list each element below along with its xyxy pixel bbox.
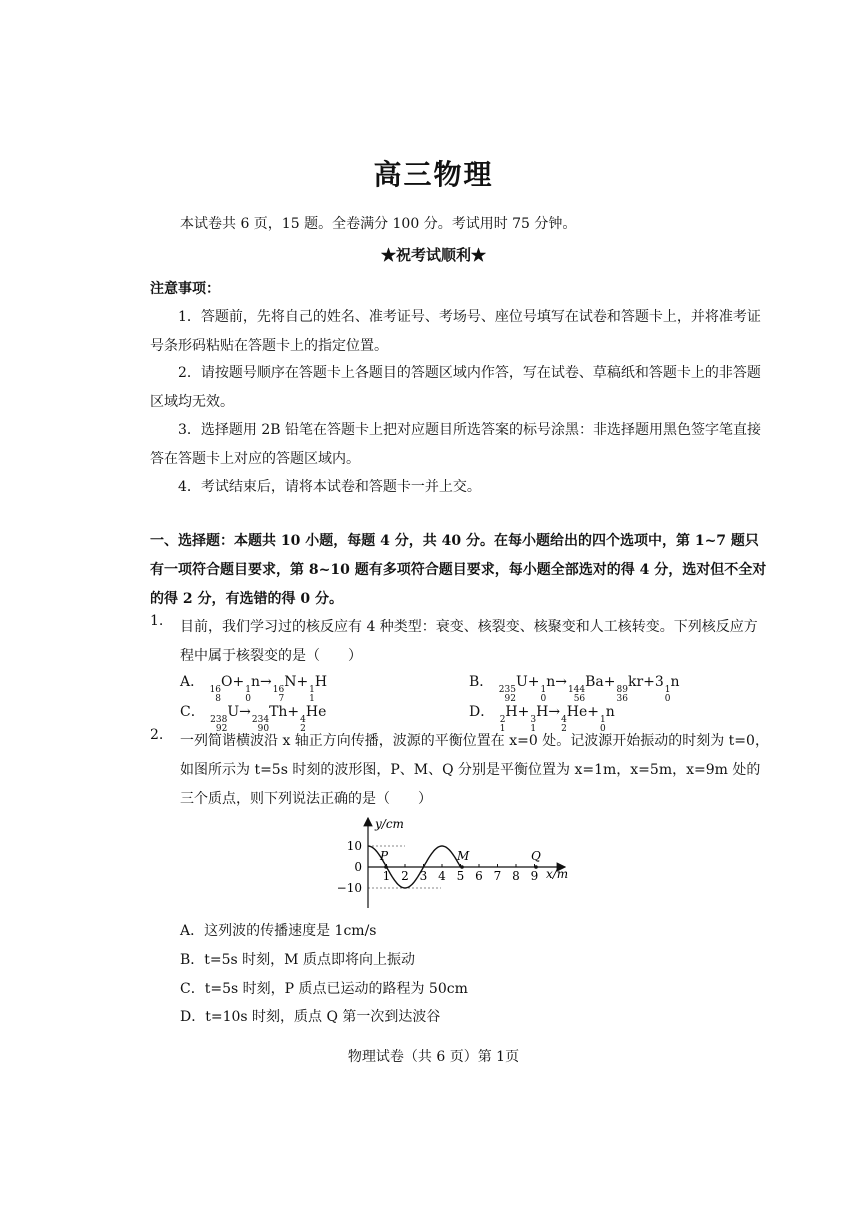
option-a bbox=[180, 671, 327, 704]
option-label: B． bbox=[469, 674, 494, 690]
option-a: A．这列波的传播速度是 1cm/s bbox=[180, 923, 377, 939]
x-tick-label: 5 bbox=[456, 869, 465, 883]
y-tick-label: 10 bbox=[346, 839, 362, 853]
y-axis-label: y/cm bbox=[375, 817, 404, 831]
page-title: 高三物理 bbox=[373, 158, 494, 191]
option-c: C．t=5s 时刻，P 质点已运动的路程为 50cm bbox=[180, 981, 468, 997]
equation-d: 2 1 H+ 3 1 H→ 4 2 He+ 1 0 n bbox=[499, 704, 615, 734]
x-tick-label: 8 bbox=[512, 869, 520, 883]
option-b: B．t=5s 时刻，M 质点即将向上振动 bbox=[180, 952, 415, 968]
equation-b: 235 92 U+ 1 0 n→ 144 56 Ba+ 89 36 kr+3 1 0 n bbox=[498, 674, 680, 704]
option-label: A． bbox=[180, 674, 205, 690]
option-d: D．t=10s 时刻，质点 Q 第一次到达波谷 bbox=[180, 1009, 441, 1025]
exam-intro: 本试卷共 6 页，15 题。全卷满分 100 分。考试用时 75 分钟。 bbox=[180, 216, 577, 232]
question-stem: 一列简谐横波沿 x 轴正方向传播，波源的平衡位置在 x=0 处。记波源开始振动的时刻为 t=0，如图所示为 t=5s 时刻的波形图，P、M、Q 分别是平衡位置为 x=1m，x=5m，x=9m 处的三个质点，则下列说法正确的是（ ） bbox=[180, 733, 769, 807]
question-number: 2. bbox=[150, 727, 164, 743]
notice-heading: 注意事项： bbox=[150, 281, 220, 297]
x-tick-label: 7 bbox=[493, 869, 502, 883]
y-tick-label: 0 bbox=[354, 860, 362, 874]
question-stem: 目前，我们学习过的核反应有 4 种类型：衰变、核裂变、核聚变和人工核转变。下列核反应方程中属于核裂变的是（ ） bbox=[180, 619, 758, 664]
option-b bbox=[469, 671, 680, 704]
x-tick-label: 1 bbox=[382, 869, 391, 883]
point-m-label: M bbox=[457, 849, 470, 863]
equation-a: 16 8 O+ 1 0 n→ 16 7 N+ 1 1 H bbox=[209, 674, 328, 704]
question-number: 1. bbox=[150, 613, 164, 629]
notice-item: 3．选择题用 2B 铅笔在答题卡上把对应题目所选答案的标号涂黑：非选择题用黑色签字笔直接答在答题卡上对应的答题区域内。 bbox=[150, 422, 762, 467]
notice-item: 4．考试结束后，请将本试卷和答题卡一并上交。 bbox=[178, 479, 481, 495]
x-tick-label: 3 bbox=[419, 869, 428, 883]
x-axis-label: x/m bbox=[546, 867, 569, 881]
point-p-dot bbox=[384, 865, 388, 869]
point-m-dot bbox=[460, 865, 464, 869]
section-heading: 一、选择题：本题共 10 小题，每题 4 分，共 40 分。在每小题给出的四个选项中，第 1~7 题只有一项符合题目要求，第 8~10 题有多项符合题目要求，每小题全部选对的得 4 分，选对但不全对的得 2 分，有选错的得 0 分。 bbox=[150, 533, 767, 607]
x-tick-label: 9 bbox=[530, 869, 539, 883]
y-tick-label: −10 bbox=[336, 881, 362, 895]
good-luck-line: ★祝考试顺利★ bbox=[380, 246, 486, 264]
point-q-label: Q bbox=[531, 849, 541, 863]
notice-item: 1．答题前，先将自己的姓名、准考证号、考场号、座位号填写在试卷和答题卡上，并将准考证号条形码粘贴在答题卡上的指定位置。 bbox=[150, 309, 761, 354]
point-q-dot bbox=[534, 865, 538, 869]
notice-item: 2．请按题号顺序在答题卡上各题目的答题区域内作答，写在试卷、草稿纸和答题卡上的非答题区域均无效。 bbox=[150, 365, 761, 410]
wave-figure bbox=[335, 812, 585, 912]
option-label: D． bbox=[469, 704, 495, 720]
x-tick-label: 4 bbox=[438, 869, 446, 883]
equation-c: 238 92 U→ 234 90 Th+ 4 2 He bbox=[210, 704, 327, 734]
point-p-label: P bbox=[380, 849, 389, 863]
x-tick-label: 6 bbox=[475, 869, 483, 883]
option-label: C． bbox=[180, 704, 205, 720]
x-tick-label: 2 bbox=[401, 869, 409, 883]
page-footer: 物理试卷（共 6 页）第 1页 bbox=[347, 1049, 520, 1065]
